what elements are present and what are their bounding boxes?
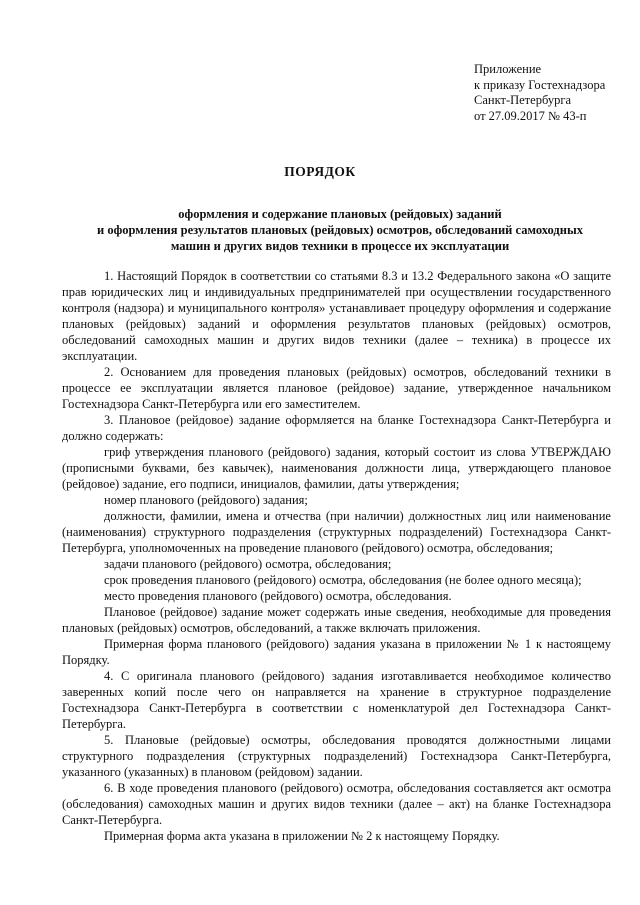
paragraph: Плановое (рейдовое) задание может содержать иные сведения, необходимые для проведения плановых (рейдовых) осмотров, обследований, а также включать приложения.: [62, 605, 611, 635]
subtitle-line: и оформления результатов плановых (рейдовых) осмотров, обследований самоходных: [97, 223, 583, 237]
paragraph: 5. Плановые (рейдовые) осмотры, обследования проводятся должностными лицами структурного подразделения (структурных подразделений) Гостехнадзора Санкт-Петербурга, указанного (указанных) в плановом (рейдовом) задании.: [62, 733, 611, 779]
annex-line: Санкт-Петербурга: [474, 93, 572, 107]
paragraph: место проведения планового (рейдового) осмотра, обследования.: [104, 589, 452, 603]
paragraph: 4. С оригинала планового (рейдового) задания изготавливается необходимое количество заверенных копий после чего он направляется на хранение в структурное подразделение Гостехнадзора Санкт-Петербурга в соответствии с номенклатурой дел Гостехнадзора Санкт-Петербурга.: [62, 669, 611, 731]
subtitle-line: оформления и содержание плановых (рейдовых) заданий: [178, 207, 502, 221]
paragraph: 6. В ходе проведения планового (рейдового) осмотра, обследования составляется акт осмотра (обследования) самоходных машин и других видов техники (далее – акт) на бланке Гостехнадзора Санкт-Петербурга.: [62, 781, 611, 827]
paragraph: номер планового (рейдового) задания;: [104, 493, 308, 507]
paragraph: 1. Настоящий Порядок в соответствии со статьями 8.3 и 13.2 Федерального закона «О защите прав юридических лиц и индивидуальных предпринимателей при осуществлении государственного контроля (надзора) и муниципального контроля» устанавливает процедуру оформления и содержание плановых (рейдовых) заданий и оформления результатов плановых (рейдовых) осмотров, обследований самоходных машин и других видов техники (далее – техника) в процессе их эксплуатации.: [62, 269, 611, 363]
document-body: [62, 268, 611, 844]
annex-line: к приказу Гостехнадзора: [474, 77, 606, 92]
paragraph: гриф утверждения планового (рейдового) задания, который состоит из слова УТВЕРЖДАЮ (прописными буквами, без кавычек), наименования должности лица, утверждающего плановое (рейдовое) задание, его подписи, инициалов, фамилии, даты утверждения;: [62, 445, 611, 491]
paragraph: срок проведения планового (рейдового) осмотра, обследования (не более одного месяца);: [104, 573, 582, 587]
annex-line: Приложение: [474, 62, 542, 76]
annex-header: [474, 62, 634, 124]
paragraph: Примерная форма планового (рейдового) задания указана в приложении № 1 к настоящему Порядку.: [62, 637, 611, 667]
paragraph: Примерная форма акта указана в приложении № 2 к настоящему Порядку.: [104, 829, 500, 843]
paragraph: 2. Основанием для проведения плановых (рейдовых) осмотров, обследований техники в процессе ее эксплуатации является плановое (рейдовое) задание, утвержденное начальником Гостехнадзора Санкт-Петербурга или его заместителем.: [62, 365, 611, 411]
paragraph: задачи планового (рейдового) осмотра, обследования;: [104, 557, 392, 571]
subtitle-line: машин и других видов техники в процессе их эксплуатации: [170, 239, 510, 253]
paragraph: 3. Плановое (рейдовое) задание оформляется на бланке Гостехнадзора Санкт-Петербурга и должно содержать:: [62, 413, 611, 443]
document-subtitle: [60, 206, 620, 254]
annex-line: от 27.09.2017 № 43-п: [474, 108, 587, 123]
document-title: ПОРЯДОК: [284, 164, 356, 179]
paragraph: должности, фамилии, имена и отчества (при наличии) должностных лиц или наименование (наименования) структурного подразделения (структурных подразделений) Гостехнадзора Санкт-Петербурга, уполномоченных на проведение планового (рейдового) осмотра, обследования;: [62, 509, 611, 555]
